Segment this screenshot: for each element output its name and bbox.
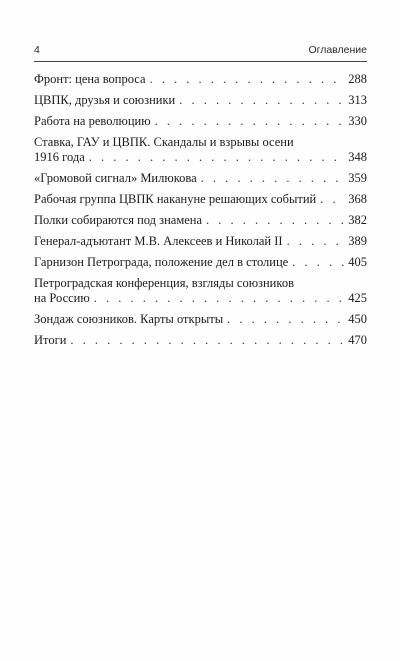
toc-page-number: 405	[348, 255, 367, 269]
book-page	[34, 0, 367, 661]
toc-entry-title: на Россию	[34, 291, 90, 305]
running-head	[34, 44, 367, 58]
toc-page-number: 368	[348, 192, 367, 206]
toc-entry-title-line: Петроградская конференция, взгляды союзников	[34, 276, 294, 290]
toc-entry-title: Работа на революцию	[34, 114, 151, 128]
dot-leader	[227, 312, 344, 327]
toc-entry	[34, 333, 367, 348]
section-title: Оглавление	[308, 44, 367, 56]
toc-entry	[34, 93, 367, 108]
toc-page-number: 313	[348, 93, 367, 107]
dot-leader	[94, 291, 345, 306]
toc-entry-title: Итоги	[34, 333, 67, 347]
toc-entry-title: Рабочая группа ЦВПК накануне решающих событий	[34, 192, 317, 206]
toc-page-number: 425	[348, 291, 367, 305]
toc-entry-title: Гарнизон Петрограда, положение дел в столице	[34, 255, 289, 269]
dot-leader	[201, 171, 345, 186]
toc-entry-title-line: Ставка, ГАУ и ЦВПК. Скандалы и взрывы осени	[34, 135, 294, 149]
dot-leader	[70, 333, 344, 348]
toc-page-number: 389	[348, 234, 367, 248]
toc-entry-title: Генерал-адъютант М.В. Алексеев и Николай II	[34, 234, 283, 248]
toc-page-number: 359	[348, 171, 367, 185]
toc-entry	[34, 114, 367, 129]
dot-leader	[150, 72, 345, 87]
toc-entry-title: Зондаж союзников. Карты открыты	[34, 312, 224, 326]
toc-entry	[34, 312, 367, 327]
toc-entry	[34, 276, 367, 306]
page-number: 4	[34, 44, 40, 56]
dot-leader	[89, 150, 345, 165]
toc-entry-title: ЦВПК, друзья и союзники	[34, 93, 176, 107]
dot-leader	[287, 234, 345, 249]
dot-leader	[320, 192, 344, 207]
toc-entry	[34, 234, 367, 249]
toc-entry	[34, 72, 367, 87]
toc-entry	[34, 192, 367, 207]
toc-page-number: 382	[348, 213, 367, 227]
table-of-contents	[34, 72, 367, 354]
toc-entry-title: Фронт: цена вопроса	[34, 72, 146, 86]
dot-leader	[179, 93, 344, 108]
toc-entry	[34, 255, 367, 270]
toc-entry	[34, 213, 367, 228]
toc-entry-title: «Громовой сигнал» Милюкова	[34, 171, 197, 185]
toc-entry-title: 1916 года	[34, 150, 85, 164]
toc-entry-title: Полки собираются под знамена	[34, 213, 203, 227]
toc-page-number: 330	[348, 114, 367, 128]
toc-entry	[34, 171, 367, 186]
toc-page-number: 450	[348, 312, 367, 326]
dot-leader	[206, 213, 344, 228]
toc-page-number: 470	[348, 333, 367, 347]
dot-leader	[292, 255, 344, 270]
toc-page-number: 288	[348, 72, 367, 86]
header-rule	[34, 61, 367, 62]
toc-entry	[34, 135, 367, 165]
dot-leader	[155, 114, 345, 129]
toc-page-number: 348	[348, 150, 367, 164]
